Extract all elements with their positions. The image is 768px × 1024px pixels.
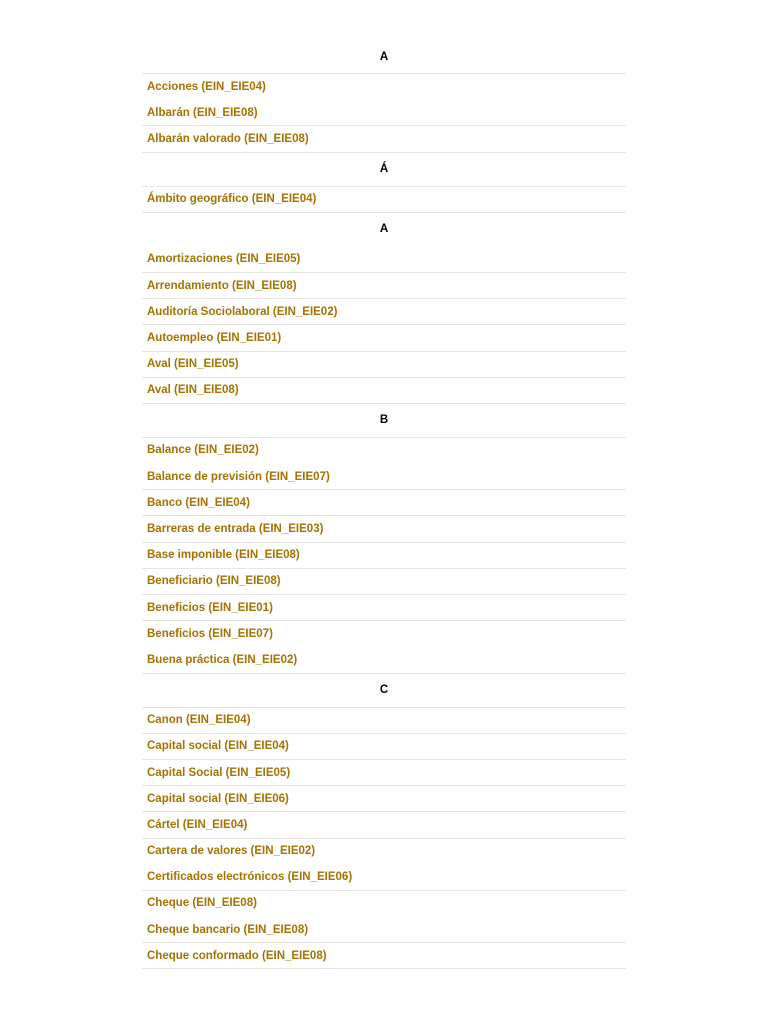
glossary-term-link[interactable]: Balance (EIN_EIE02) — [142, 437, 626, 463]
section-letter-heading: A — [379, 223, 389, 236]
glossary-term-link[interactable]: Beneficiario (EIN_EIE08) — [142, 568, 626, 594]
glossary-term-link[interactable]: Ámbito geográfico (EIN_EIE04) — [142, 186, 626, 212]
glossary-term-link[interactable]: Capital Social (EIN_EIE05) — [142, 759, 626, 785]
section-letter-heading: A — [379, 50, 389, 63]
glossary-term-link[interactable]: Acciones (EIN_EIE04) — [142, 73, 626, 99]
glossary-term-link[interactable]: Certificados electrónicos (EIN_EIE06) — [147, 871, 353, 884]
glossary-term-link[interactable]: Capital social (EIN_EIE04) — [142, 733, 626, 759]
glossary-term-link[interactable]: Beneficios (EIN_EIE07) — [142, 620, 626, 646]
glossary-index — [142, 40, 626, 969]
glossary-term-link[interactable]: Cheque (EIN_EIE08) — [142, 890, 626, 916]
glossary-term-link[interactable]: Barreras de entrada (EIN_EIE03) — [142, 515, 626, 541]
glossary-term-link[interactable]: Aval (EIN_EIE08) — [142, 377, 626, 403]
section-letter-heading: Á — [379, 163, 389, 176]
glossary-term-link[interactable]: Capital social (EIN_EIE06) — [142, 785, 626, 811]
glossary-term-link[interactable]: Auditoría Sociolaboral (EIN_EIE02) — [142, 298, 626, 324]
glossary-term-link[interactable]: Banco (EIN_EIE04) — [142, 489, 626, 515]
section-divider — [142, 968, 626, 969]
glossary-term-link[interactable]: Cartera de valores (EIN_EIE02) — [142, 838, 626, 864]
glossary-term-link[interactable]: Cheque bancario (EIN_EIE08) — [147, 923, 309, 936]
glossary-term-link[interactable]: Arrendamiento (EIN_EIE08) — [142, 272, 626, 298]
glossary-term-link[interactable]: Amortizaciones (EIN_EIE05) — [147, 253, 301, 266]
glossary-term-link[interactable]: Beneficios (EIN_EIE01) — [142, 594, 626, 620]
glossary-term-link[interactable]: Cártel (EIN_EIE04) — [142, 811, 626, 837]
glossary-term-link[interactable]: Albarán valorado (EIN_EIE08) — [142, 125, 626, 151]
section-letter-heading: C — [379, 684, 389, 697]
glossary-term-link[interactable]: Autoempleo (EIN_EIE01) — [142, 324, 626, 350]
glossary-term-link[interactable]: Aval (EIN_EIE05) — [142, 351, 626, 377]
glossary-term-link[interactable]: Balance de previsión (EIN_EIE07) — [147, 470, 330, 483]
section-letter-heading: B — [379, 414, 389, 427]
glossary-term-link[interactable]: Cheque conformado (EIN_EIE08) — [142, 942, 626, 968]
glossary-term-link[interactable]: Albarán (EIN_EIE08) — [147, 106, 258, 119]
glossary-term-link[interactable]: Base imponible (EIN_EIE08) — [142, 542, 626, 568]
glossary-term-link[interactable]: Canon (EIN_EIE04) — [142, 707, 626, 733]
glossary-term-link[interactable]: Buena práctica (EIN_EIE02) — [147, 653, 298, 666]
